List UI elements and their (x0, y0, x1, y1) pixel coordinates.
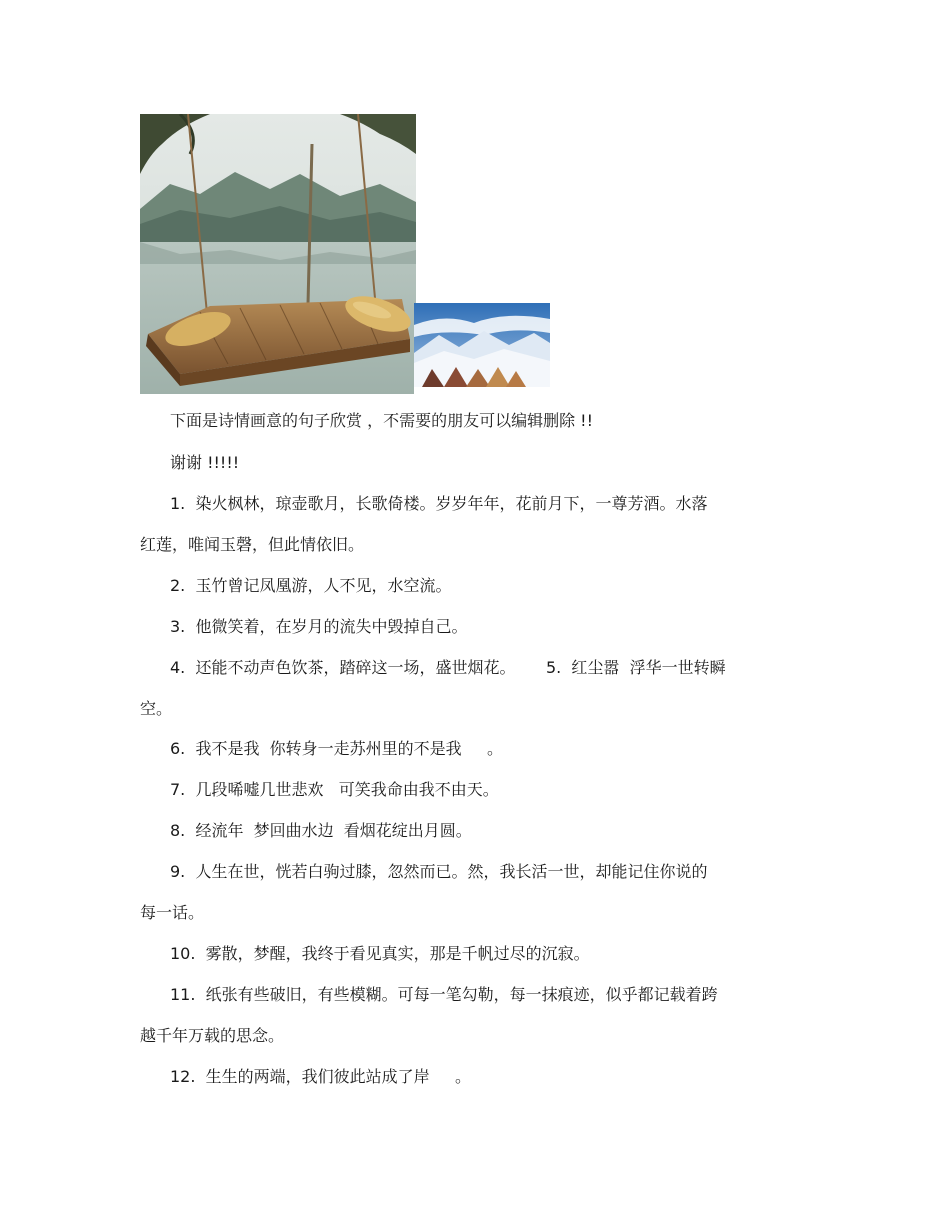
sentence-line: 每一话。 (140, 903, 205, 922)
sentence-line: 11. 纸张有些破旧，有些模糊。可每一笔勾勒，每一抹痕迹，似乎都记载着跨 (170, 985, 718, 1004)
intro-line: 下面是诗情画意的句子欣赏 ，不需要的朋友可以编辑删除 !! (170, 411, 594, 430)
thanks-line: 谢谢 !!!!! (170, 453, 240, 472)
swing-lake-photo (140, 114, 416, 394)
sentence-line: 2. 玉竹曾记凤凰游，人不见，水空流。 (170, 576, 452, 595)
sentence-line: 9. 人生在世，恍若白驹过膝，忽然而已。然，我长活一世，却能记住你说的 (170, 862, 708, 881)
sentence-line: 8. 经流年 梦回曲水边 看烟花绽出月圆。 (170, 821, 472, 840)
sentence-line: 12. 生生的两端，我们彼此站成了岸 。 (170, 1067, 472, 1086)
sentence-line: 空。 (140, 699, 173, 718)
sentence-line: 4. 还能不动声色饮茶，踏碎这一场，盛世烟花。 5. 红尘嚣 浮华一世转瞬 (170, 658, 726, 677)
sentence-line: 红莲，唯闻玉磬，但此情依旧。 (140, 535, 365, 554)
snow-village-photo (414, 303, 550, 394)
sentence-line: 6. 我不是我 你转身一走苏州里的不是我 。 (170, 739, 504, 758)
sentence-line: 10. 雾散，梦醒，我终于看见真实，那是千帆过尽的沉寂。 (170, 944, 590, 963)
sentence-line: 7. 几段唏嘘几世悲欢 可笑我命由我不由天。 (170, 780, 499, 799)
sentence-line: 1. 染火枫林，琼壶歌月，长歌倚楼。岁岁年年，花前月下，一尊芳酒。水落 (170, 494, 708, 513)
sentence-line: 3. 他微笑着，在岁月的流失中毁掉自己。 (170, 617, 468, 636)
sentence-line: 越千年万载的思念。 (140, 1026, 285, 1045)
